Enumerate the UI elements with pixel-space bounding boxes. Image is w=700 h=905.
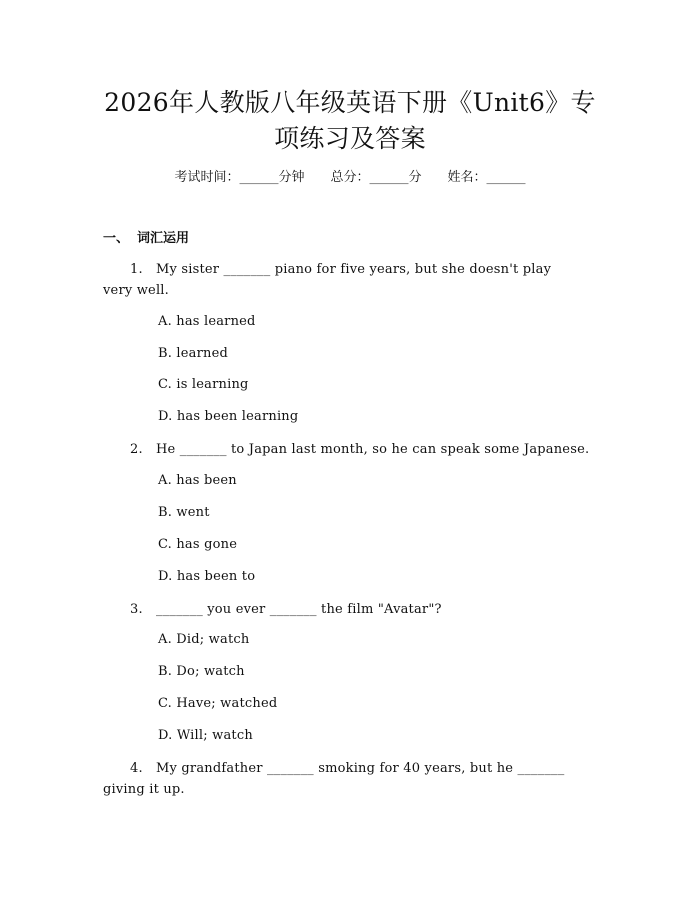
question-3-option-a: A. Did; watch [158, 632, 250, 647]
question-number: 4. [130, 761, 143, 776]
question-1-option-d: D. has been learning [158, 409, 299, 424]
question-1-option-a: A. has learned [158, 314, 256, 329]
question-1 [103, 259, 598, 280]
exam-time: 考试时间：______分钟 [174, 170, 305, 185]
section-number: 一、 [103, 231, 130, 246]
question-4-continuation: giving it up. [103, 782, 185, 797]
exam-total-score: 总分：______分 [330, 170, 422, 185]
question-1-option-b: B. learned [158, 346, 229, 361]
question-number: 2. [130, 442, 143, 457]
student-name-field: 姓名：______ [447, 170, 526, 185]
question-2 [103, 439, 613, 460]
question-3-option-d: D. Will; watch [158, 728, 253, 743]
question-3-option-c: C. Have; watched [158, 696, 278, 711]
section-title: 词汇运用 [137, 231, 190, 246]
exam-info [0, 168, 700, 188]
question-1-option-c: C. is learning [158, 377, 249, 392]
document-title-line-1: 2026年人教版八年级英语下册《Unit6》专 [104, 88, 596, 117]
section-heading [103, 229, 189, 249]
question-2-option-a: A. has been [158, 473, 237, 488]
question-stem: My grandfather _______ smoking for 40 years, but he _______ [156, 761, 565, 776]
question-stem: _______ you ever _______ the film "Avatar"? [156, 602, 442, 617]
question-2-option-b: B. went [158, 505, 210, 520]
question-stem: He _______ to Japan last month, so he can speak some Japanese. [156, 442, 590, 457]
question-2-option-c: C. has gone [158, 537, 238, 552]
question-3 [103, 599, 598, 620]
question-3-option-b: B. Do; watch [158, 664, 245, 679]
document-title-line-2: 项练习及答案 [274, 124, 426, 153]
question-number: 1. [130, 262, 143, 277]
question-number: 3. [130, 602, 143, 617]
question-4 [103, 758, 598, 779]
question-2-option-d: D. has been to [158, 569, 256, 584]
question-stem: My sister _______ piano for five years, but she doesn't play [156, 262, 552, 277]
question-1-continuation: very well. [103, 283, 169, 298]
